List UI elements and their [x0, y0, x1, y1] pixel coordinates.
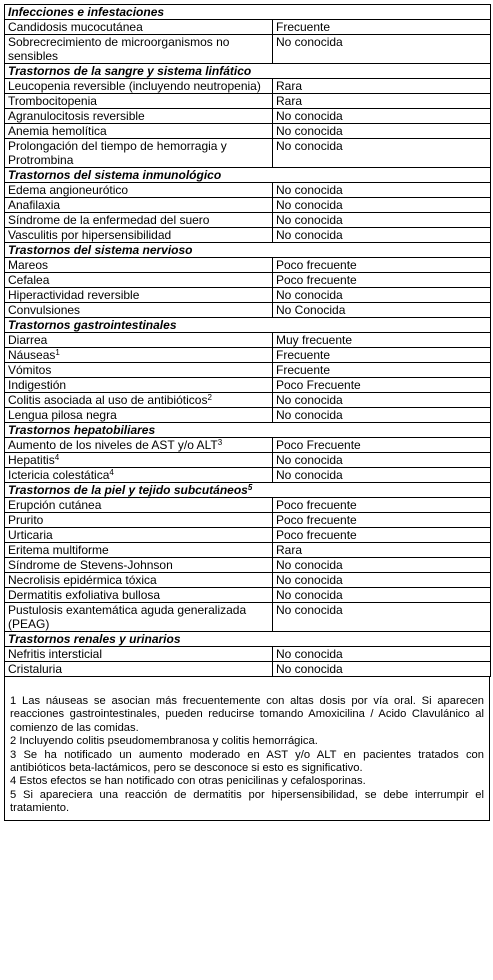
- frequency-label: Frecuente: [276, 348, 331, 362]
- effect-label: Prolongación del tiempo de hemorragia y Protrombina: [8, 139, 227, 167]
- effect-label: Vasculitis por hipersensibilidad: [8, 228, 172, 242]
- effect-label: Prurito: [8, 513, 44, 527]
- effect-label: Dermatitis exfoliativa bullosa: [8, 588, 161, 602]
- effect-cell: [5, 393, 273, 408]
- table-row: [5, 603, 491, 632]
- effect-cell: [5, 109, 273, 124]
- frequency-label: No conocida: [276, 139, 343, 153]
- effect-label: Hiperactividad reversible: [8, 288, 140, 302]
- footnotes: [4, 677, 490, 821]
- frequency-cell: [273, 303, 491, 318]
- effect-cell: [5, 438, 273, 453]
- effect-cell: [5, 573, 273, 588]
- effect-cell: [5, 35, 273, 64]
- effect-cell: [5, 363, 273, 378]
- effect-cell: [5, 213, 273, 228]
- section-header: [5, 423, 491, 438]
- table-row: [5, 543, 491, 558]
- frequency-cell: [273, 603, 491, 632]
- table-row: [5, 258, 491, 273]
- frequency-label: Poco frecuente: [276, 528, 357, 542]
- effect-cell: [5, 588, 273, 603]
- frequency-cell: [273, 20, 491, 35]
- frequency-label: No conocida: [276, 468, 343, 482]
- frequency-label: Frecuente: [276, 363, 331, 377]
- footnote-ref: 3: [217, 438, 223, 447]
- frequency-label: No conocida: [276, 183, 343, 197]
- frequency-cell: [273, 183, 491, 198]
- adverse-reactions-document: [4, 4, 490, 821]
- table-body: [5, 5, 491, 677]
- frequency-label: No conocida: [276, 453, 343, 467]
- frequency-cell: [273, 94, 491, 109]
- effect-label: Nefritis intersticial: [8, 647, 103, 661]
- footnote-ref: 5: [247, 483, 253, 492]
- table-row: [5, 573, 491, 588]
- effect-label: Pustulosis exantemática aguda generalizada (PEAG): [8, 603, 247, 631]
- footnote-ref: 4: [109, 468, 114, 477]
- effect-label: Diarrea: [8, 333, 48, 347]
- section-header: [5, 243, 491, 258]
- effect-cell: [5, 288, 273, 303]
- section-title-cell: [5, 423, 491, 438]
- effect-label: Agranulocitosis reversible: [8, 109, 145, 123]
- effect-cell: [5, 258, 273, 273]
- table-row: [5, 528, 491, 543]
- table-row: [5, 35, 491, 64]
- footnote-ref: 2: [207, 393, 212, 402]
- table-row: [5, 588, 491, 603]
- table-row: [5, 378, 491, 393]
- effect-label: Cristaluria: [8, 662, 63, 676]
- section-title-cell: [5, 483, 491, 498]
- section-header: [5, 64, 491, 79]
- frequency-label: No conocida: [276, 573, 343, 587]
- effect-cell: [5, 408, 273, 423]
- effect-cell: [5, 20, 273, 35]
- frequency-label: No conocida: [276, 198, 343, 212]
- effect-label: Edema angioneurótico: [8, 183, 129, 197]
- frequency-cell: [273, 348, 491, 363]
- section-title-cell: [5, 632, 491, 647]
- frequency-label: Muy frecuente: [276, 333, 353, 347]
- frequency-cell: [273, 498, 491, 513]
- frequency-cell: [273, 513, 491, 528]
- effect-label: Náuseas: [8, 348, 56, 362]
- effect-cell: [5, 124, 273, 139]
- frequency-cell: [273, 453, 491, 468]
- frequency-cell: [273, 647, 491, 662]
- effect-cell: [5, 647, 273, 662]
- frequency-cell: [273, 35, 491, 64]
- footnote-1: 1 Las náuseas se asocian más frecuentemente con altas dosis por vía oral. Si aparecen reacciones gastrointestinales, pueden reducirse tomando Amoxicilina / Acido Clavulánico al comienzo de las comidas.: [10, 695, 484, 734]
- section-header: [5, 632, 491, 647]
- effect-label: Mareos: [8, 258, 49, 272]
- frequency-label: Poco frecuente: [276, 498, 357, 512]
- frequency-cell: [273, 543, 491, 558]
- frequency-cell: [273, 378, 491, 393]
- frequency-label: No conocida: [276, 393, 343, 407]
- frequency-cell: [273, 79, 491, 94]
- table-row: [5, 273, 491, 288]
- frequency-label: Rara: [276, 94, 303, 108]
- table-row: [5, 333, 491, 348]
- table-row: [5, 348, 491, 363]
- section-title: Trastornos del sistema nervioso: [8, 243, 193, 257]
- frequency-cell: [273, 333, 491, 348]
- effect-label: Necrolisis epidérmica tóxica: [8, 573, 157, 587]
- effect-cell: [5, 558, 273, 573]
- effect-cell: [5, 543, 273, 558]
- section-title-cell: [5, 243, 491, 258]
- table-row: [5, 109, 491, 124]
- section-header: [5, 168, 491, 183]
- effect-cell: [5, 348, 273, 363]
- effect-label: Colitis asociada al uso de antibióticos: [8, 393, 208, 407]
- effect-label: Anafilaxia: [8, 198, 61, 212]
- frequency-label: Poco frecuente: [276, 258, 357, 272]
- table-row: [5, 513, 491, 528]
- effect-cell: [5, 498, 273, 513]
- frequency-label: No conocida: [276, 35, 343, 49]
- frequency-label: Poco frecuente: [276, 513, 357, 527]
- section-title-cell: [5, 5, 491, 20]
- effect-cell: [5, 513, 273, 528]
- table-row: [5, 453, 491, 468]
- table-row: [5, 198, 491, 213]
- frequency-cell: [273, 662, 491, 677]
- table-row: [5, 228, 491, 243]
- effect-label: Indigestión: [8, 378, 67, 392]
- section-header: [5, 318, 491, 333]
- table-row: [5, 498, 491, 513]
- frequency-label: No conocida: [276, 228, 343, 242]
- frequency-cell: [273, 573, 491, 588]
- effect-label: Erupción cutánea: [8, 498, 102, 512]
- effect-cell: [5, 183, 273, 198]
- frequency-cell: [273, 468, 491, 483]
- frequency-cell: [273, 288, 491, 303]
- effect-cell: [5, 528, 273, 543]
- effect-cell: [5, 603, 273, 632]
- effect-label: Síndrome de la enfermedad del suero: [8, 213, 210, 227]
- effect-cell: [5, 79, 273, 94]
- table-row: [5, 94, 491, 109]
- effect-cell: [5, 468, 273, 483]
- table-row: [5, 213, 491, 228]
- table-row: [5, 468, 491, 483]
- table-row: [5, 647, 491, 662]
- frequency-cell: [273, 109, 491, 124]
- section-title: Trastornos hepatobiliares: [8, 423, 156, 437]
- frequency-cell: [273, 528, 491, 543]
- adverse-reactions-table: [4, 4, 491, 677]
- frequency-cell: [273, 228, 491, 243]
- effect-label: Anemia hemolítica: [8, 124, 107, 138]
- footnote-5: 5 Si apareciera una reacción de dermatitis por hipersensibilidad, se debe interrumpir el tratamiento.: [10, 788, 484, 815]
- effect-cell: [5, 228, 273, 243]
- section-title-cell: [5, 318, 491, 333]
- frequency-label: No conocida: [276, 213, 343, 227]
- effect-label: Vómitos: [8, 363, 52, 377]
- table-row: [5, 393, 491, 408]
- frequency-cell: [273, 408, 491, 423]
- effect-cell: [5, 303, 273, 318]
- frequency-label: No conocida: [276, 408, 343, 422]
- frequency-label: No conocida: [276, 288, 343, 302]
- effect-label: Ictericia colestática: [8, 468, 110, 482]
- effect-label: Lengua pilosa negra: [8, 408, 117, 422]
- effect-label: Cefalea: [8, 273, 50, 287]
- frequency-cell: [273, 124, 491, 139]
- table-row: [5, 363, 491, 378]
- frequency-cell: [273, 363, 491, 378]
- frequency-label: No conocida: [276, 588, 343, 602]
- frequency-label: No conocida: [276, 662, 343, 676]
- footnote-ref: 4: [54, 453, 60, 462]
- effect-label: Aumento de los niveles de AST y/o ALT: [8, 438, 218, 452]
- section-title: Trastornos del sistema inmunológico: [8, 168, 222, 182]
- frequency-label: Poco Frecuente: [276, 438, 361, 452]
- frequency-label: No conocida: [276, 558, 343, 572]
- frequency-label: Frecuente: [276, 20, 331, 34]
- frequency-label: No conocida: [276, 603, 343, 617]
- effect-cell: [5, 333, 273, 348]
- footnote-ref: 1: [55, 348, 60, 357]
- frequency-label: No conocida: [276, 124, 343, 138]
- table-row: [5, 20, 491, 35]
- section-title: Trastornos de la piel y tejido subcutáneos: [8, 483, 248, 497]
- section-title-cell: [5, 64, 491, 79]
- effect-label: Eritema multiforme: [8, 543, 109, 557]
- table-row: [5, 288, 491, 303]
- effect-cell: [5, 378, 273, 393]
- effect-label: Sobrecrecimiento de microorganismos no sensibles: [8, 35, 230, 63]
- frequency-cell: [273, 438, 491, 453]
- table-row: [5, 438, 491, 453]
- frequency-label: Rara: [276, 79, 303, 93]
- section-title: Infecciones e infestaciones: [8, 5, 165, 19]
- frequency-cell: [273, 198, 491, 213]
- frequency-cell: [273, 258, 491, 273]
- effect-label: Convulsiones: [8, 303, 81, 317]
- effect-cell: [5, 139, 273, 168]
- table-row: [5, 124, 491, 139]
- table-row: [5, 183, 491, 198]
- frequency-label: Poco Frecuente: [276, 378, 361, 392]
- frequency-label: Poco frecuente: [276, 273, 357, 287]
- frequency-cell: [273, 273, 491, 288]
- section-header: [5, 5, 491, 20]
- effect-cell: [5, 453, 273, 468]
- frequency-cell: [273, 139, 491, 168]
- effect-cell: [5, 662, 273, 677]
- effect-cell: [5, 94, 273, 109]
- frequency-label: No conocida: [276, 109, 343, 123]
- effect-label: Síndrome de Stevens-Johnson: [8, 558, 173, 572]
- frequency-label: Rara: [276, 543, 303, 557]
- frequency-cell: [273, 558, 491, 573]
- effect-label: Candidosis mucocutánea: [8, 20, 143, 34]
- effect-label: Trombocitopenia: [8, 94, 97, 108]
- effect-cell: [5, 273, 273, 288]
- effect-label: Urticaria: [8, 528, 53, 542]
- table-row: [5, 558, 491, 573]
- table-row: [5, 139, 491, 168]
- footnote-3: 3 Se ha notificado un aumento moderado en AST y/o ALT en pacientes tratados con antibióticos beta-lactámicos, pero se desconoce si esto es significativo.: [10, 748, 484, 775]
- section-header: [5, 483, 491, 498]
- frequency-cell: [273, 213, 491, 228]
- frequency-label: No Conocida: [276, 303, 346, 317]
- effect-label: Leucopenia reversible (incluyendo neutropenia): [8, 79, 261, 93]
- frequency-cell: [273, 393, 491, 408]
- effect-cell: [5, 198, 273, 213]
- table-row: [5, 79, 491, 94]
- section-title: Trastornos renales y urinarios: [8, 632, 181, 646]
- frequency-label: No conocida: [276, 647, 343, 661]
- section-title: Trastornos gastrointestinales: [8, 318, 177, 332]
- footnote-2: 2 Incluyendo colitis pseudomembranosa y colitis hemorrágica.: [10, 735, 318, 748]
- frequency-cell: [273, 588, 491, 603]
- table-row: [5, 662, 491, 677]
- effect-label: Hepatitis: [8, 453, 55, 467]
- table-row: [5, 303, 491, 318]
- section-title-cell: [5, 168, 491, 183]
- footnote-4: 4 Estos efectos se han notificado con otras penicilinas y cefalosporinas.: [10, 775, 366, 788]
- table-row: [5, 408, 491, 423]
- section-title: Trastornos de la sangre y sistema linfático: [8, 64, 252, 78]
